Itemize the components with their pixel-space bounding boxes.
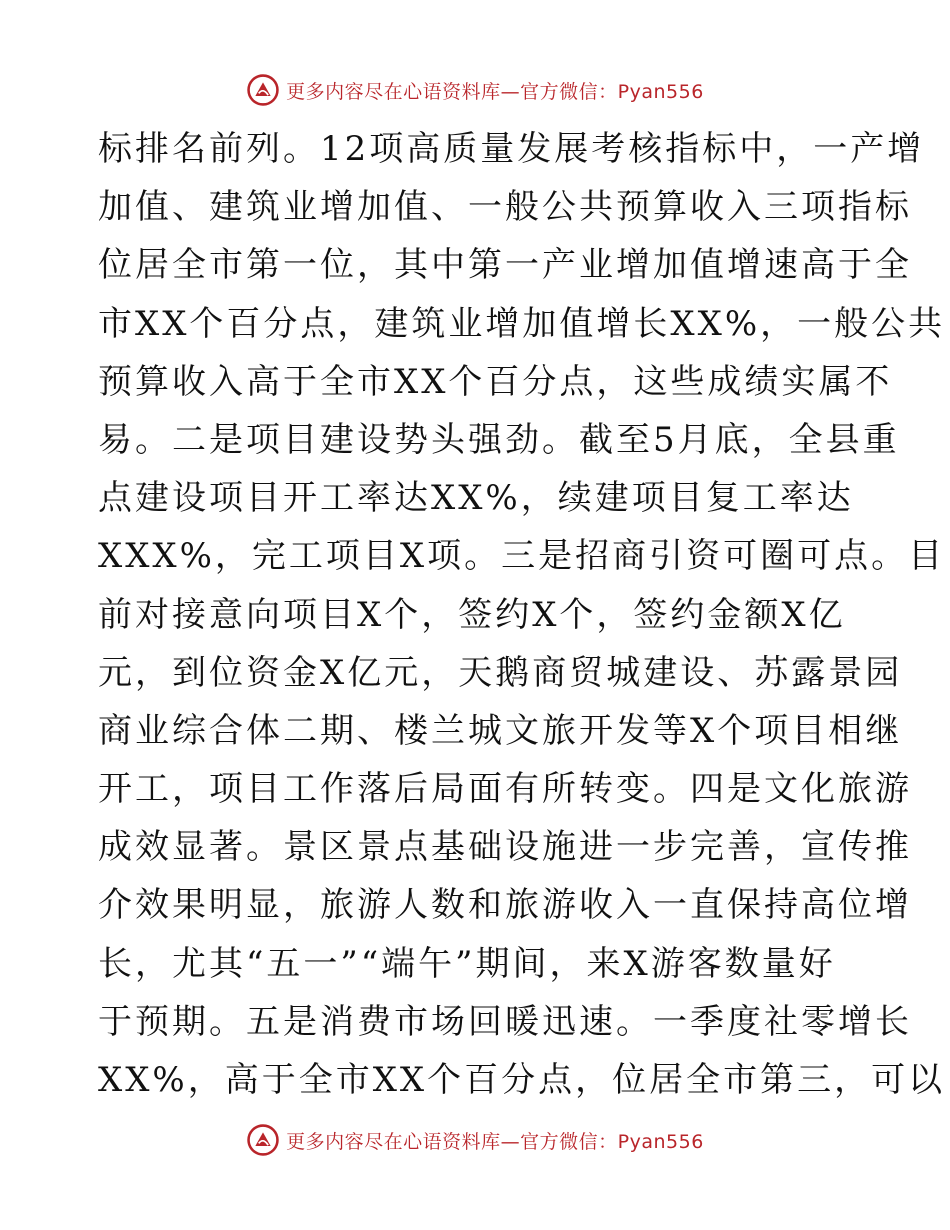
body-line: 元，到位资金X亿元，天鹅商贸城建设、苏露景园 [98,652,903,693]
body-line: 市XX个百分点，建筑业增加值增长XX%，一般公共 [98,303,946,344]
footer-banner [0,1120,950,1160]
body-line: 位居全市第一位，其中第一产业增加值增速高于全 [98,245,912,286]
body-line: 商业综合体二期、楼兰城文旅开发等X个项目相继 [98,710,903,751]
body-line: 预算收入高于全市XX个百分点，这些成绩实属不 [98,361,893,402]
body-line: 易。二是项目建设势头强劲。截至5月底，全县重 [98,419,900,460]
body-line: 成效显著。景区景点基础设施进一步完善，宣传推 [98,827,912,868]
body-line: 介效果明显，旅游人数和旅游收入一直保持高位增 [98,885,912,926]
header-banner-text: 更多内容尽在心语资料库—官方微信：Pyan556 [286,80,704,103]
body-line: XXX%，完工项目X项。三是招商引资可圈可点。目 [98,536,946,577]
body-line: 点建设项目开工率达XX%，续建项目复工率达 [98,478,854,519]
red-seal-logo-icon [246,73,280,107]
body-line: 加值、建筑业增加值、一般公共预算收入三项指标 [98,187,912,228]
footer-banner-inner [246,1123,704,1157]
header-banner-inner [246,73,704,107]
document-body [98,120,946,1109]
body-line: 标排名前列。12项高质量发展考核指标中，一产增 [98,129,925,169]
body-line: 于预期。五是消费市场回暖迅速。一季度社零增长 [98,1001,912,1042]
footer-banner-text: 更多内容尽在心语资料库—官方微信：Pyan556 [286,1130,704,1153]
body-line: XX%，高于全市XX个百分点，位居全市第三，可以 [98,1060,946,1100]
body-line: 开工，项目工作落后局面有所转变。四是文化旅游 [98,769,912,810]
header-banner [0,70,950,110]
red-seal-logo-icon [246,1123,280,1157]
body-line: 前对接意向项目X个，签约X个，签约金额X亿 [98,594,846,635]
body-line: 长，尤其“五一”“端午”期间，来X游客数量好 [98,943,836,984]
